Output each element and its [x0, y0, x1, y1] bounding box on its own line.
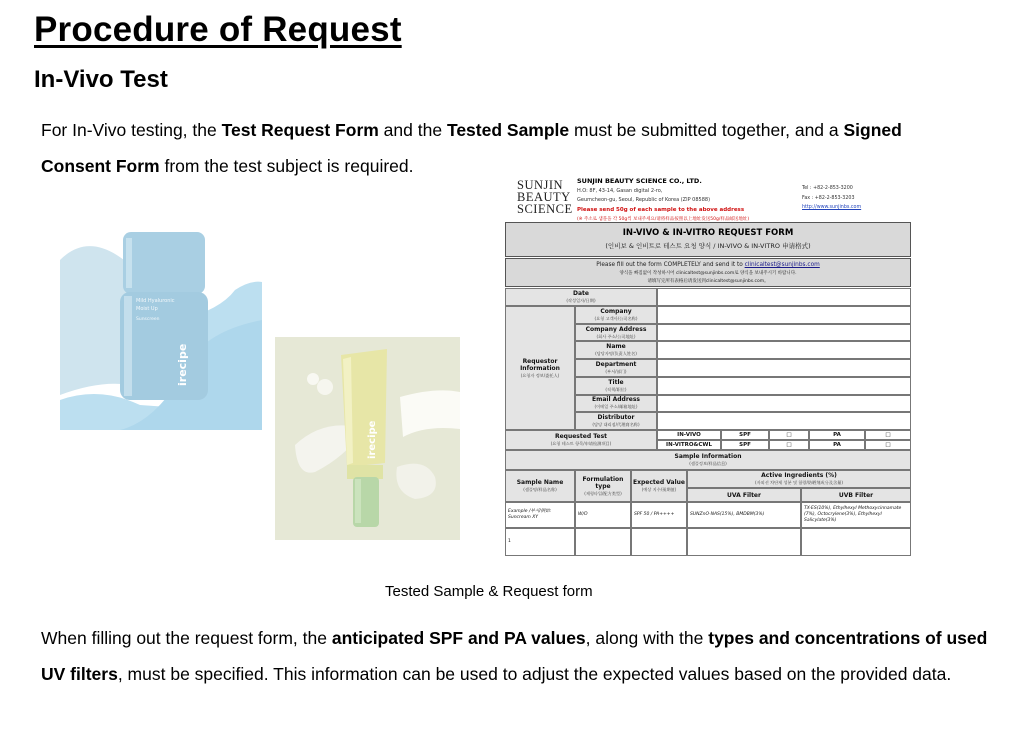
pa-checkbox: □	[865, 430, 911, 440]
tube-brand-text: irecipe	[367, 420, 378, 459]
section-subtitle: In-Vivo Test	[34, 66, 168, 93]
closing-paragraph: When filling out the request form, the anticipated SPF and PA values, along with the types and concentrations of used UV filters, must be specified. This information can be used to adjust the expected values based on the provided data.	[41, 628, 988, 684]
field-label-cell: Company (요청 고객사/公司名称)	[575, 306, 657, 324]
pa-checkbox: □	[865, 440, 911, 450]
col-expected-value: Expected Value (예상 지수/预期值)	[631, 470, 687, 502]
spf-checkbox: □	[769, 430, 809, 440]
requestor-label-cell: Requestor Information (요청자 정보/委托人)	[505, 306, 575, 430]
spf-checkbox: □	[769, 440, 809, 450]
field-value-cell	[657, 306, 911, 324]
field-value-cell	[657, 395, 911, 413]
field-value-cell	[657, 412, 911, 430]
empty-cell	[687, 528, 801, 556]
field-label-cell: Title (직책/职位)	[575, 377, 657, 395]
test-spf-cell: SPF	[721, 430, 769, 440]
sunscreen-tube-image	[275, 337, 460, 540]
form-title-band: IN-VIVO & IN-VITRO REQUEST FORM (인비보 & 인비트로 테스트 요청 양식 / IN-VIVO & IN-VITRO 申请格式)	[505, 222, 911, 257]
date-value-cell	[657, 288, 911, 306]
bottle-label-line1: Mild Hyaluronic	[136, 298, 175, 304]
empty-cell	[801, 528, 911, 556]
col-uva-filter: UVA Filter	[687, 488, 801, 502]
field-value-cell	[657, 377, 911, 395]
row-number-1: 1	[505, 528, 575, 556]
bottle-brand-text: irecipe	[176, 343, 189, 386]
field-value-cell	[657, 359, 911, 377]
field-label-cell: Distributor (담당 대리점/代理商名称)	[575, 412, 657, 430]
field-value-cell	[657, 324, 911, 342]
example-uva-filter: SUNZnO-NAS(15%), BMDBM(3%)	[687, 502, 801, 528]
col-sample-name: Sample Name (샘플명/样品名称)	[505, 470, 575, 502]
date-label-cell: Date (작성일자/日期)	[505, 288, 657, 306]
figure-caption: Tested Sample & Request form	[385, 583, 593, 600]
company-header-info: SUNJIN BEAUTY SCIENCE CO., LTD. H.O: 8F, 43-14, Gasan digital 2-ro, Geumcheon-gu, Seoul, Republic of Korea (ZIP 08588) Please send 50g of each sample to the above address (※ 주소로 샘플을 각 50g씩 보내주세요/请将样品按照以上地址发送50g/样品邮送地址)	[577, 177, 750, 222]
requested-test-label-cell: Requested Test (요청 테스트 항목/申请检测项目)	[505, 430, 657, 450]
col-formulation-type: Formulation type (제형타입/配方类型)	[575, 470, 631, 502]
empty-cell	[575, 528, 631, 556]
bottle-label-line2: Moist Up	[136, 306, 158, 312]
example-formulation: W/O	[575, 502, 631, 528]
test-name-cell: IN-VITRO&CWL	[657, 440, 721, 450]
col-active-ingredients: Active Ingredients (%) (자외선 차단제 성분 및 함량/防晒剂成分及含量)	[687, 470, 911, 488]
form-instructions-band: Please fill out the form COMPLETELY and send it to clinicaltest@sunjinbs.com 양식을 빠짐없이 작성하시어 clinicaltest@sunjinbs.com로 양식을 보내주시기 바랍니다. 请填写完所有表格后请发送到clinicaltest@sunjinbs.com。	[505, 258, 911, 287]
col-uvb-filter: UVB Filter	[801, 488, 911, 502]
sunscreen-bottle-image	[60, 210, 262, 430]
request-form-image	[505, 175, 911, 556]
empty-cell	[631, 528, 687, 556]
field-value-cell	[657, 341, 911, 359]
test-pa-cell: PA	[809, 430, 865, 440]
example-uvb-filter: TX-ES(10%), Ethylhexyl Methoxycinnamate (7%), Octocrylene(3%), Ethylhexyl Salicylate(3%)	[801, 502, 911, 528]
page-title: Procedure of Request	[34, 10, 402, 49]
bottle-label-line3: Sunscreen	[136, 317, 160, 322]
test-spf-cell: SPF	[721, 440, 769, 450]
sample-info-header: Sample Information (샘플정보/样品信息)	[505, 450, 911, 470]
intro-paragraph: For In-Vivo testing, the Test Request Form and the Tested Sample must be submitted together, and a Signed Consent Form from the test subject is required.	[41, 120, 902, 176]
test-name-cell: IN-VIVO	[657, 430, 721, 440]
company-contact-info: Tel : +82-2-853-3200 Fax : +82-2-853-3203 http://www.sunjinbs.com	[802, 186, 862, 210]
field-label-cell: Department (부서/部门)	[575, 359, 657, 377]
field-label-cell: Email Address (이메일 주소/邮箱地址)	[575, 395, 657, 413]
field-label-cell: Name (담당자명/负责人姓名)	[575, 341, 657, 359]
sunjin-logo: SUNJIN BEAUTY SCIENCE	[517, 178, 573, 216]
example-expected-value: SPF 50 / PA++++	[631, 502, 687, 528]
field-label-cell: Company Address (회사 주소/公司地址)	[575, 324, 657, 342]
test-pa-cell: PA	[809, 440, 865, 450]
example-sample-name: Example /부시/例如: Suncream XY	[505, 502, 575, 528]
